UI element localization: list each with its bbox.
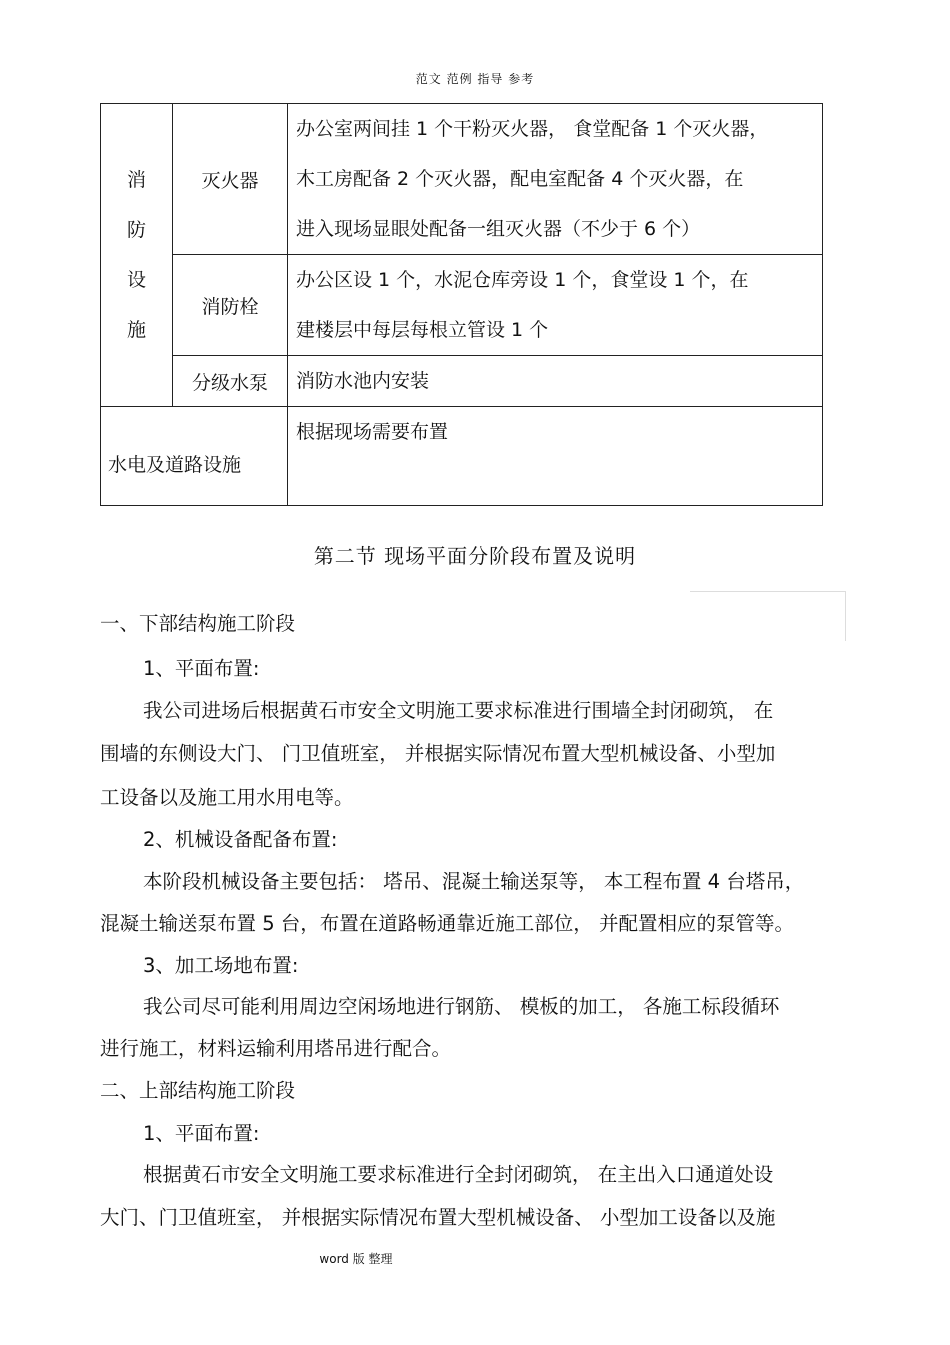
paragraph-line: 工设备以及施工用水用电等。 [100, 786, 354, 809]
paragraph-line: 大门、门卫值班室， 并根据实际情况布置大型机械设备、 小型加工设备以及施 [100, 1206, 776, 1229]
category-char: 施 [126, 319, 146, 341]
table-row [101, 104, 823, 255]
desc-line: 办公区设 1 个，水泥仓库旁设 1 个，食堂设 1 个，在 [296, 269, 749, 291]
category-fire-facilities [101, 104, 173, 407]
table-row [101, 356, 823, 407]
utility-category: 水电及道路设施 [101, 407, 288, 506]
category-char: 设 [126, 269, 146, 291]
desc-line: 木工房配备 2 个灭火器，配电室配备 4 个灭火器，在 [296, 168, 744, 190]
page-footer: word 版 整理 [319, 1252, 393, 1266]
section-title: 第二节 现场平面分阶段布置及说明 [313, 544, 637, 568]
category-char: 消 [126, 169, 146, 191]
item-description [288, 255, 823, 356]
desc-line: 根据现场需要布置 [296, 421, 449, 443]
paragraph-line: 根据黄石市安全文明施工要求标准进行全封闭砌筑， 在主出入口通道处设 [143, 1163, 774, 1186]
page-header: 范文 范例 指导 参考 [415, 72, 535, 86]
heading-1: 一、下部结构施工阶段 [100, 612, 296, 635]
corner-box [690, 591, 846, 641]
paragraph-line: 混凝土输送泵布置 5 台，布置在道路畅通靠近施工部位， 并配置相应的泵管等。 [100, 912, 795, 935]
desc-line: 建楼层中每层每根立管设 1 个 [296, 319, 549, 341]
heading-2: 二、上部结构施工阶段 [100, 1079, 296, 1102]
item-name: 分级水泵 [173, 356, 288, 407]
paragraph-line: 本阶段机械设备主要包括： 塔吊、混凝土输送泵等， 本工程布置 4 台塔吊， [143, 870, 805, 893]
subheading: 2、机械设备配备布置: [143, 828, 338, 851]
desc-line: 办公室两间挂 1 个干粉灭火器， 食堂配备 1 个灭火器， [296, 118, 769, 140]
item-name: 灭火器 [173, 104, 288, 255]
paragraph-line: 围墙的东侧设大门、 门卫值班室， 并根据实际情况布置大型机械设备、小型加 [100, 742, 776, 765]
item-name: 消防栓 [173, 255, 288, 356]
paragraph-line: 我公司进场后根据黄石市安全文明施工要求标准进行围墙全封闭砌筑， 在 [143, 699, 774, 722]
table-row [101, 407, 823, 506]
table-row [101, 255, 823, 356]
subheading: 1、平面布置: [143, 657, 260, 680]
subheading: 3、加工场地布置: [143, 954, 299, 977]
desc-line: 消防水池内安装 [296, 370, 430, 392]
paragraph-line: 进行施工，材料运输利用塔吊进行配合。 [100, 1037, 452, 1060]
facility-table [100, 103, 823, 506]
category-char: 防 [126, 219, 146, 241]
desc-line: 进入现场显眼处配备一组灭火器（不少于 6 个） [296, 218, 701, 240]
item-description [288, 104, 823, 255]
paragraph-line: 我公司尽可能利用周边空闲场地进行钢筋、 模板的加工， 各施工标段循环 [143, 995, 780, 1018]
item-description [288, 356, 823, 407]
subheading: 1、平面布置: [143, 1122, 260, 1145]
utility-description [288, 407, 823, 506]
